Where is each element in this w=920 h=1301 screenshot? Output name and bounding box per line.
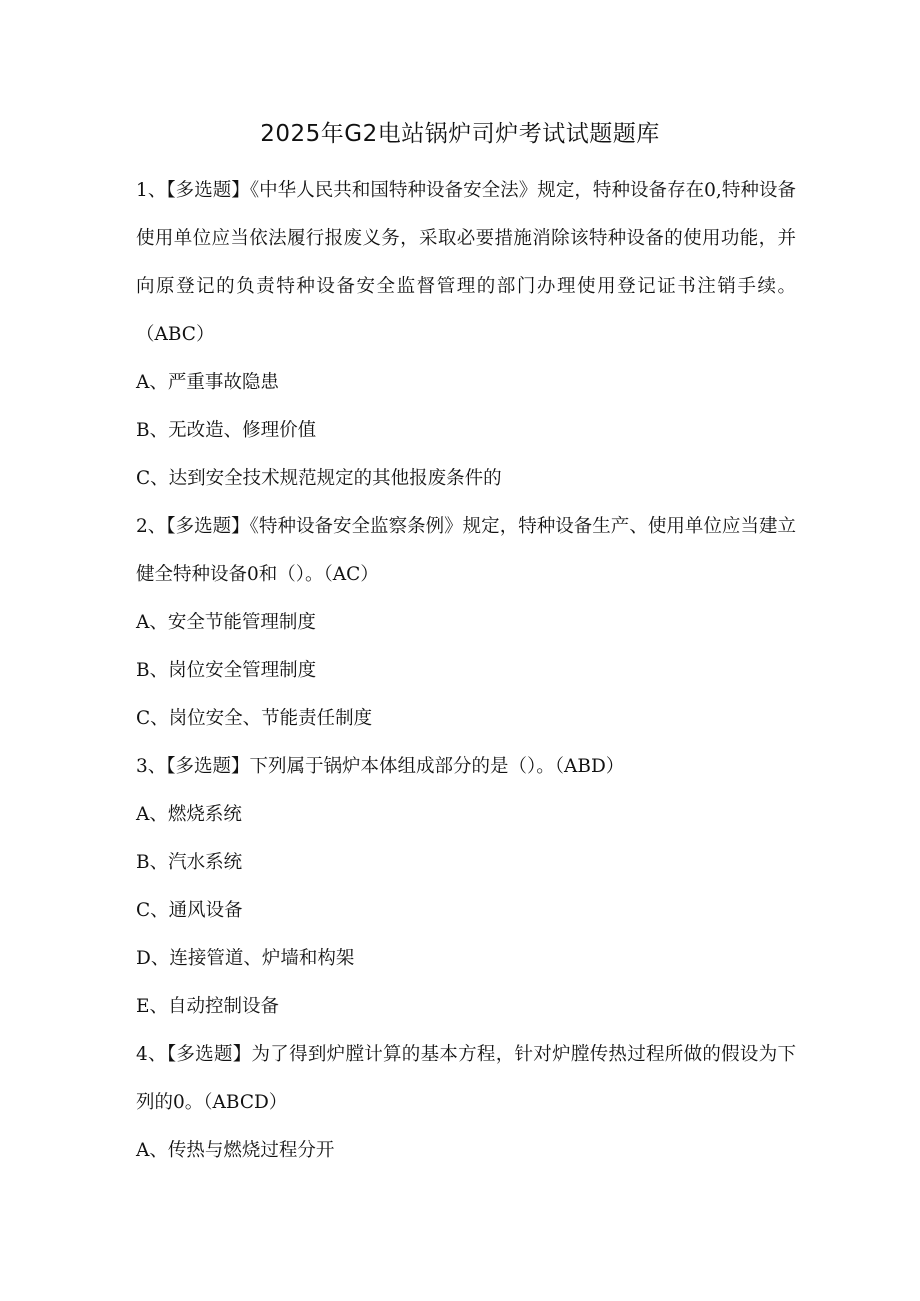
question-list [136,167,796,1175]
question-option: A、传热与燃烧过程分开 [136,1140,335,1161]
question-stem: 2、【多选题】《特种设备安全监察条例》规定，特种设备生产、使用单位应当建立健全特种设备0和（）。（AC） [136,516,796,585]
question-option: E、自动控制设备 [136,996,280,1017]
question-stem: 4、【多选题】为了得到炉膛计算的基本方程，针对炉膛传热过程所做的假设为下列的0。（ABCD） [136,1044,796,1113]
question-option: A、燃烧系统 [136,804,242,825]
question-2 [136,503,796,743]
question-stem: 3、【多选题】下列属于锅炉本体组成部分的是（）。（ABD） [136,756,625,777]
question-4 [136,1031,796,1175]
question-option: B、岗位安全管理制度 [136,660,317,681]
document-title: 2025年G2电站锅炉司炉考试试题题库 [260,121,660,147]
question-stem: 1、【多选题】《中华人民共和国特种设备安全法》规定，特种设备存在0,特种设备使用单位应当依法履行报废义务，采取必要措施消除该特种设备的使用功能，并向原登记的负责特种设备安全监督管理的部门办理使用登记证书注销手续。（ABC） [136,180,796,345]
question-option: B、汽水系统 [136,852,243,873]
question-option: C、达到安全技术规范规定的其他报废条件的 [136,468,502,489]
question-3 [136,743,796,1031]
question-option: C、通风设备 [136,900,243,921]
question-1 [136,167,796,503]
question-option: D、连接管道、炉墙和构架 [136,948,355,969]
question-option: A、安全节能管理制度 [136,612,316,633]
question-option: B、无改造、修理价值 [136,420,317,441]
question-option: A、严重事故隐患 [136,372,279,393]
question-option: C、岗位安全、节能责任制度 [136,708,373,729]
